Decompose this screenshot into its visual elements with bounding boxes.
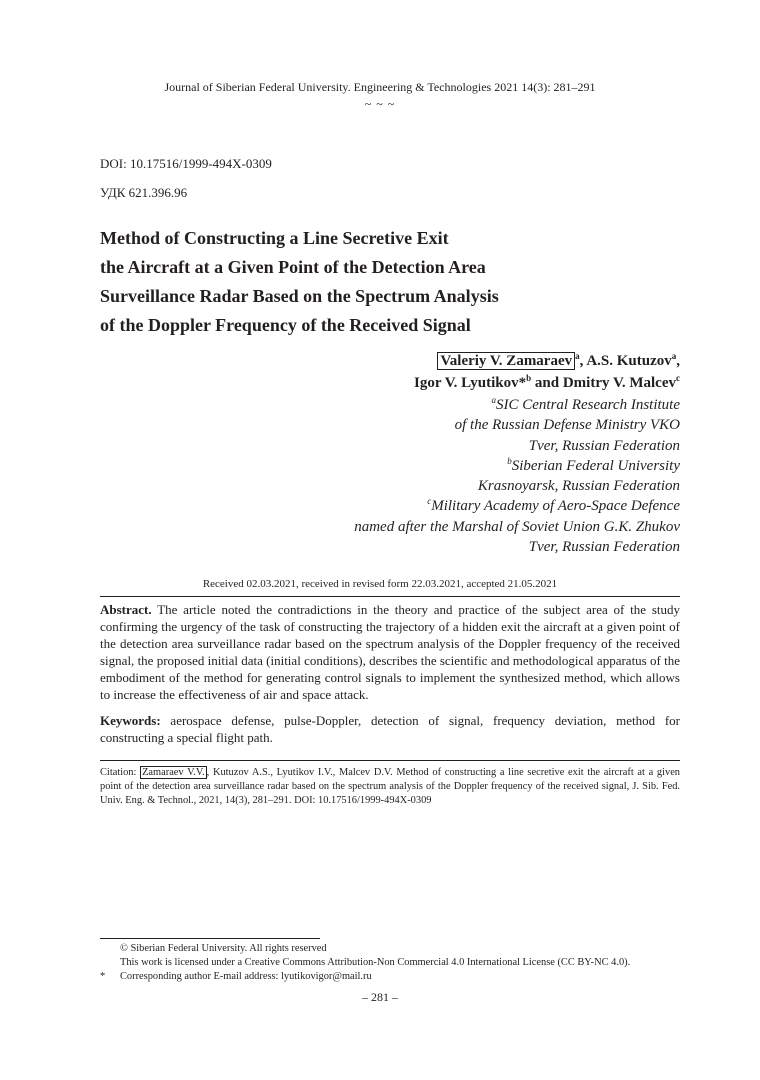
affiliation-text: SIC Central Research Institute <box>496 397 680 413</box>
affiliation-b-line <box>354 456 680 476</box>
author-sup: c <box>676 373 680 383</box>
citation <box>100 766 680 808</box>
citation-text: , Kutuzov A.S., Lyutikov I.V., Malcev D.V. Method of constructing a line secretive exit the aircraft at a given point of the detection area surveillance radar based on the spectrum analysis of the Doppler frequency of the received signal, J. Sib. Fed. Univ. Eng. & Technol., 2021, 14(3), 281–291. DOI: 10.17516/1999-494X-0309 <box>100 767 681 806</box>
footnotes <box>100 942 690 983</box>
footnote-copyright: © Siberian Federal University. All rights reserved <box>120 943 327 954</box>
affiliation-sup: c <box>427 496 432 507</box>
abstract <box>100 601 680 703</box>
title-line: Method of Constructing a Line Secretive Exit <box>100 228 449 248</box>
title-line: Surveillance Radar Based on the Spectrum Analysis <box>100 286 499 306</box>
footnote-corresponding <box>100 970 690 984</box>
received-dates: Received 02.03.2021, received in revised form 22.03.2021, accepted 21.05.2021 <box>202 578 558 590</box>
doi: DOI: 10.17516/1999-494X-0309 <box>100 156 272 171</box>
affiliation-a-line: Tver, Russian Federation <box>528 437 680 454</box>
author-comma: , <box>676 353 680 369</box>
footnote-email: Corresponding author E-mail address: lyutikovigor@mail.ru <box>120 970 372 982</box>
author-sup: a <box>575 351 580 361</box>
title-line: of the Doppler Frequency of the Received Signal <box>100 315 471 335</box>
keywords <box>100 712 680 746</box>
author-kutuzov: , A.S. Kutuzov <box>579 353 672 369</box>
author-zamaraev[interactable]: Valeriy V. Zamaraev <box>437 352 575 370</box>
footnote-asterisk: * <box>100 970 106 982</box>
abstract-text: The article noted the contradictions in the theory and practice of the subject area of the study confirming the urgency of the task of constructing the trajectory of a hidden exit the aircraft at a given point of the detection area surveillance radar based on the spectrum analysis of the Doppler frequency of the received signal, the proposed initial data (initial conditions), describes the scientific and methodological apparatus of the embodiment of the method for generating control signals to implement the synthesized method, which allows to increase the effectiveness of air and space attack. <box>100 602 680 702</box>
affiliation-c-line <box>354 496 680 516</box>
author-sup: b <box>526 373 532 383</box>
footnote-rule <box>100 938 320 939</box>
author-sup: a <box>671 351 677 361</box>
affiliation-text: Siberian Federal University <box>511 457 680 474</box>
divider <box>100 596 680 597</box>
footnote-license: This work is licensed under a Creative Commons Attribution-Non Commercial 4.0 International License (CC BY-NC 4.0). <box>120 956 631 968</box>
journal-header: Journal of Siberian Federal University. Engineering & Technologies 2021 14(3): 281–291 <box>164 80 596 94</box>
author-line-2 <box>414 372 680 394</box>
affiliation-text: Military Academy of Aero-Space Defence <box>431 498 680 515</box>
article-title <box>100 224 680 340</box>
keywords-text: aerospace defense, pulse-Doppler, detection of signal, frequency deviation, method for constructing a special flight path. <box>100 713 680 745</box>
author-malcev: and Dmitry V. Malcev <box>531 375 676 391</box>
affiliation-sup: a <box>491 395 496 405</box>
affiliations <box>354 395 680 557</box>
page-number: – 281 – <box>362 990 398 1004</box>
header-separator: ~ ~ ~ <box>364 97 396 111</box>
author-list <box>414 350 680 394</box>
citation-author-zamaraev[interactable]: Zamaraev V.V. <box>142 767 205 778</box>
author-lyutikov: Igor V. Lyutikov* <box>413 375 527 391</box>
citation-label: Citation: <box>100 767 141 778</box>
keywords-label: Keywords: <box>100 713 161 728</box>
affiliation-c-line: named after the Marshal of Soviet Union G.K. Zhukov <box>354 518 680 535</box>
affiliation-a-line <box>354 395 680 415</box>
title-line: the Aircraft at a Given Point of the Detection Area <box>100 257 486 277</box>
affiliation-sup: b <box>507 455 512 466</box>
abstract-label: Abstract. <box>100 602 152 617</box>
affiliation-b-line: Krasnoyarsk, Russian Federation <box>477 478 680 495</box>
udk-code: УДК 621.396.96 <box>100 185 188 200</box>
divider <box>100 760 680 761</box>
author-line-1 <box>414 350 680 372</box>
affiliation-a-line: of the Russian Defense Ministry VKO <box>454 417 680 434</box>
affiliation-c-line: Tver, Russian Federation <box>528 539 680 556</box>
